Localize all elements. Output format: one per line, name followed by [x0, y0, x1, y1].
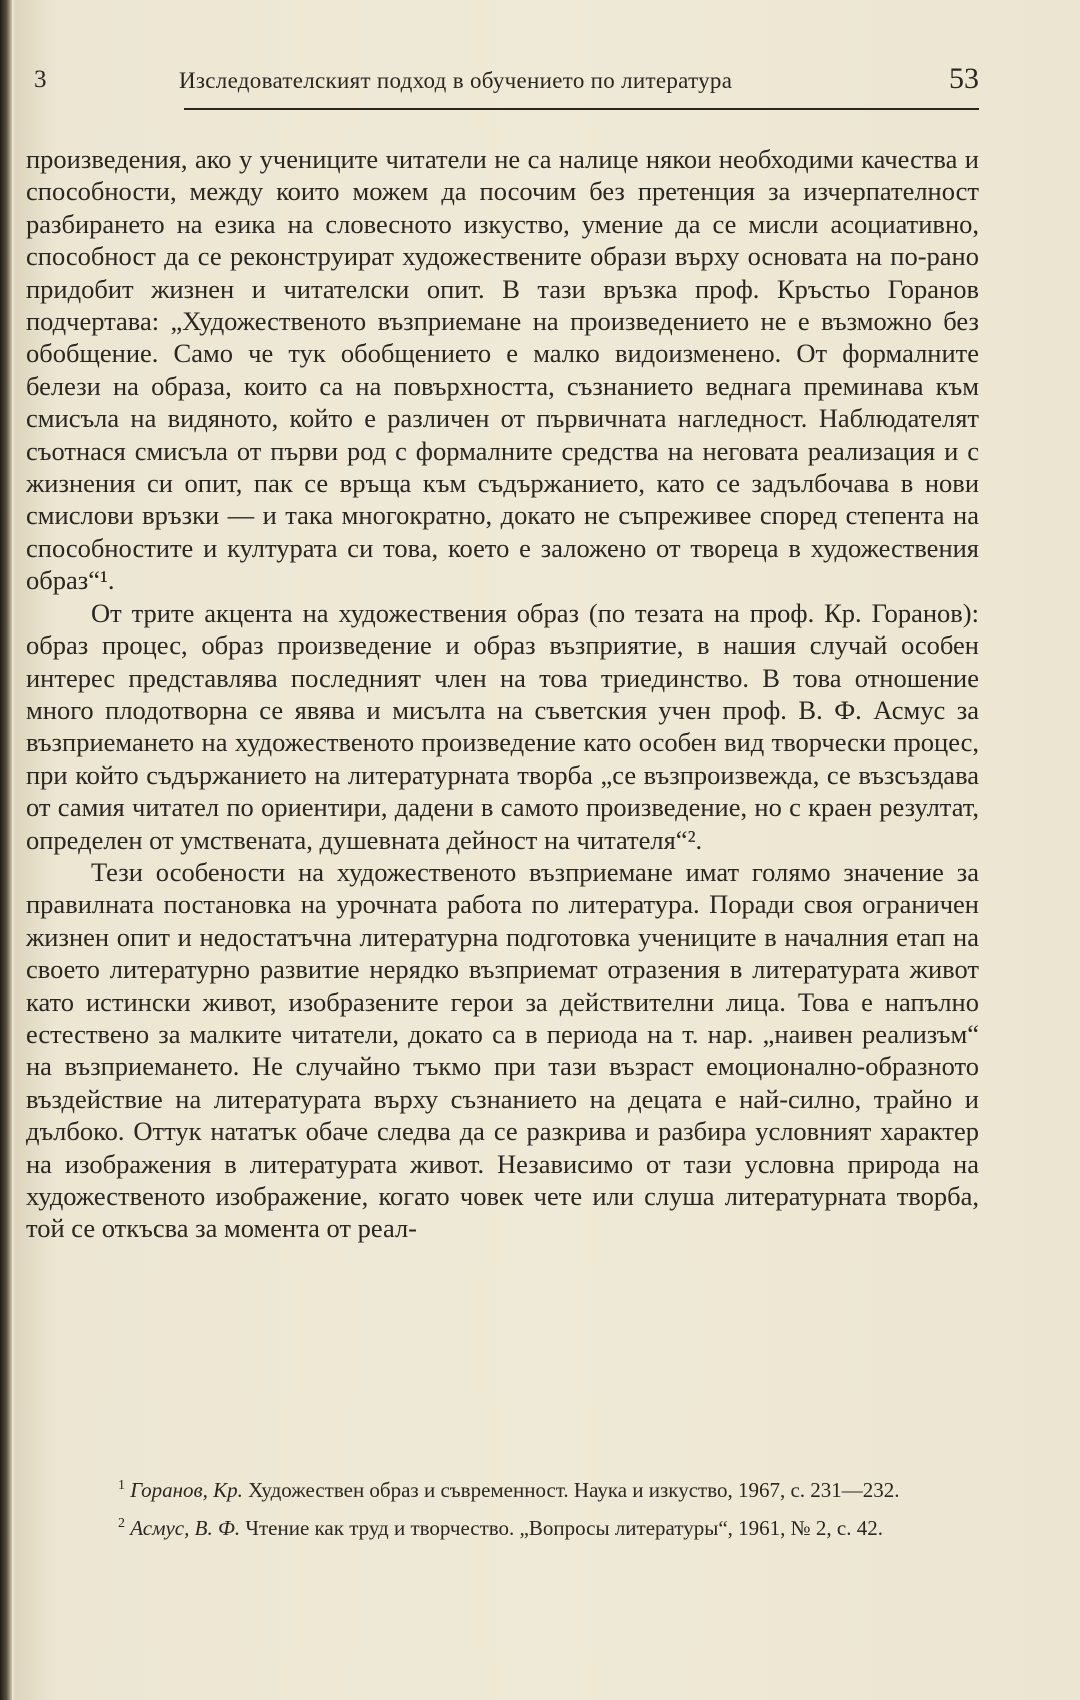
footnote-2-author: Асмус, В. Ф.	[130, 1516, 241, 1540]
paragraph-2: От трите акцента на художествения образ (по тезата на проф. Кр. Горанов): образ процес, образ произведение и образ възприятие, в нашия случай особен интерес представлява последният член на това триединство. В това отношение много плодотворна се явява и мисълта на съветския учен проф. В. Ф. Асмус за възприемането на художественото произведение като особен вид творчески процес, при който съдържанието на литературната творба „се възпроизвежда, се възсъздава от самия читател по ориентири, дадени в самото произведение, но с краен резултат, определен от умствената, душевната дейност на читателя“².	[26, 597, 979, 855]
footnote-1-number: 1	[118, 1478, 125, 1493]
footnote-1-text: Художествен образ и съвременност. Наука и изкуство, 1967, с. 231—232.	[242, 1478, 900, 1502]
footnote-2-text: Чтение как труд и творчество. „Вопросы литературы“, 1961, № 2, с. 42.	[240, 1516, 884, 1540]
page-number: 53	[949, 62, 979, 95]
chapter-number: 3	[34, 66, 47, 93]
footnote-2	[26, 1510, 979, 1542]
book-spine-shadow	[0, 0, 12, 1700]
page-header	[34, 62, 979, 106]
footnotes	[26, 1472, 979, 1548]
book-page	[14, 0, 1080, 1700]
footnote-2-number: 2	[118, 1516, 125, 1531]
footnote-1	[26, 1472, 979, 1504]
header-rule	[184, 108, 979, 110]
footnote-1-author: Горанов, Кр.	[130, 1478, 243, 1502]
paragraph-3: Тези особености на художественото възприемане имат голямо значение за правилната постановка на урочната работа по литература. Поради своя ограничен жизнен опит и недостатъчна литературна подготовка учениците в началния етап на своето литературно развитие нерядко възприемат отразения в литературата живот като истински живот, изобразените герои за действителни лица. Това е напълно естествено за малките читатели, докато са в периода на т. нар. „наивен реализъм“ на възприемането. Не случайно тъкмо при тази възраст емоционално-образното въздействие на литературата върху съзнанието на децата е най-силно, трайно и дълбоко. Оттук нататък обаче следва да се разкрива и разбира условният характер на изображения в литературата живот. Независимо от тази условна природа на художественото изображение, когато човек чете или слуша литературната творба, той се откъсва за момента от реал-	[26, 856, 979, 1244]
running-title: Изследователският подход в обучението по литература	[179, 68, 733, 93]
paragraph-1: произведения, ако у учениците читатели не са налице някои необходими качества и способности, между които можем да посочим без претенция за изчерпателност разбирането на езика на словесното изкуство, умение да се мисли асоциативно, способност да се реконструират художествените образи върху основата на по-рано придобит жизнен и читателски опит. В тази връзка проф. Кръстьо Горанов подчертава: „Художественото възприемане на произведението не е възможно без обобщение. Само че тук обобщението е малко видоизменено. От формалните белези на образа, които са на повърхността, съзнанието веднага преминава към смисъла на видяното, който е различен от първичната нагледност. Наблюдателят съотнася смисъла от първи род с формалните средства на неговата реализация и с жизнения си опит, пак се връща към съдържанието, като се задълбочава в нови смислови връзки — и така многократно, докато не съпреживее според степента на способностите и културата си това, което е заложено от твореца в художествения образ“¹.	[26, 144, 979, 596]
main-text	[26, 143, 979, 1245]
